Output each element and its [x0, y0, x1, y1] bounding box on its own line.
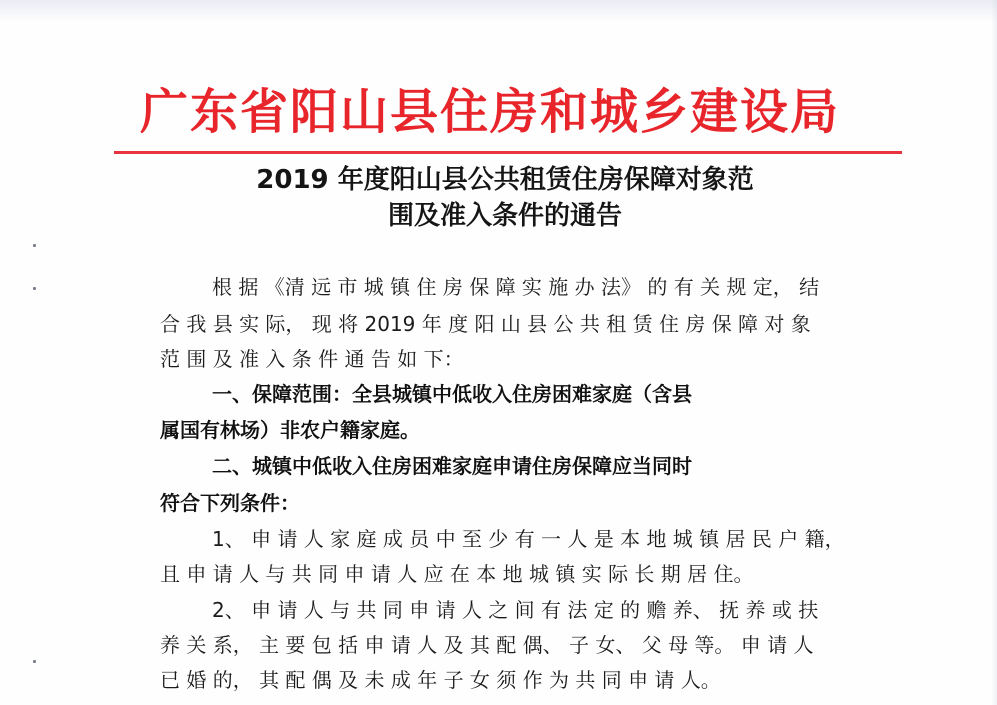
section-1-heading: 一、保障范围：全县城镇中低收入住房困难家庭（含县: [212, 382, 692, 406]
body-line-3: 范 围 及 准 入 条 件 通 告 如 下：: [160, 347, 464, 371]
document-title-line-1: 2019 年度阳山县公共租赁住房保障对象范: [256, 165, 754, 195]
section-2-heading-cont: 符合下列条件：: [160, 491, 300, 515]
body-line-1: 根 据 《清 远 市 城 镇 住 房 保 障 实 施 办 法》 的 有 关 规 定， 结: [212, 275, 820, 299]
letterhead-red-rule: [114, 151, 902, 154]
scan-edge-top: [0, 0, 997, 22]
document-title-line-2: 围及准入条件的通告: [387, 201, 622, 231]
binding-hole-mark: [33, 287, 36, 290]
item-1-line-1: 1、 申 请 人 家 庭 成 员 中 至 少 有 一 人 是 本 地 城 镇 居 民 户 籍，: [212, 527, 845, 551]
binding-hole-mark: [33, 244, 36, 247]
item-1-line-2: 且 申 请 人 与 共 同 申 请 人 应 在 本 地 城 镇 实 际 长 期 居 住。: [160, 562, 754, 586]
item-2-line-3: 已 婚 的， 其 配 偶 及 未 成 年 子 女 须 作 为 共 同 申 请 人。: [160, 668, 721, 692]
document-title: [150, 162, 860, 234]
body-line-2: 合 我 县 实 际， 现 将 2019 年 度 阳 山 县 公 共 租 赁 住 房 保 障 对 象: [160, 312, 811, 336]
section-1-heading-cont: 属国有林场）非农户籍家庭。: [160, 418, 420, 442]
scan-edge-right: [991, 0, 997, 705]
section-2-heading: 二、城镇中低收入住房困难家庭申请住房保障应当同时: [212, 454, 692, 478]
binding-hole-mark: [33, 660, 36, 663]
item-2-line-1: 2、 申 请 人 与 共 同 申 请 人 之 间 有 法 定 的 赡 养、 抚 养 或 扶: [212, 598, 819, 622]
letterhead-org-name: 广东省阳山县住房和城乡建设局: [140, 84, 841, 140]
item-2-line-2: 养 关 系， 主 要 包 括 申 请 人 及 其 配 偶、 子 女、 父 母 等。 申 请 人: [160, 633, 814, 657]
